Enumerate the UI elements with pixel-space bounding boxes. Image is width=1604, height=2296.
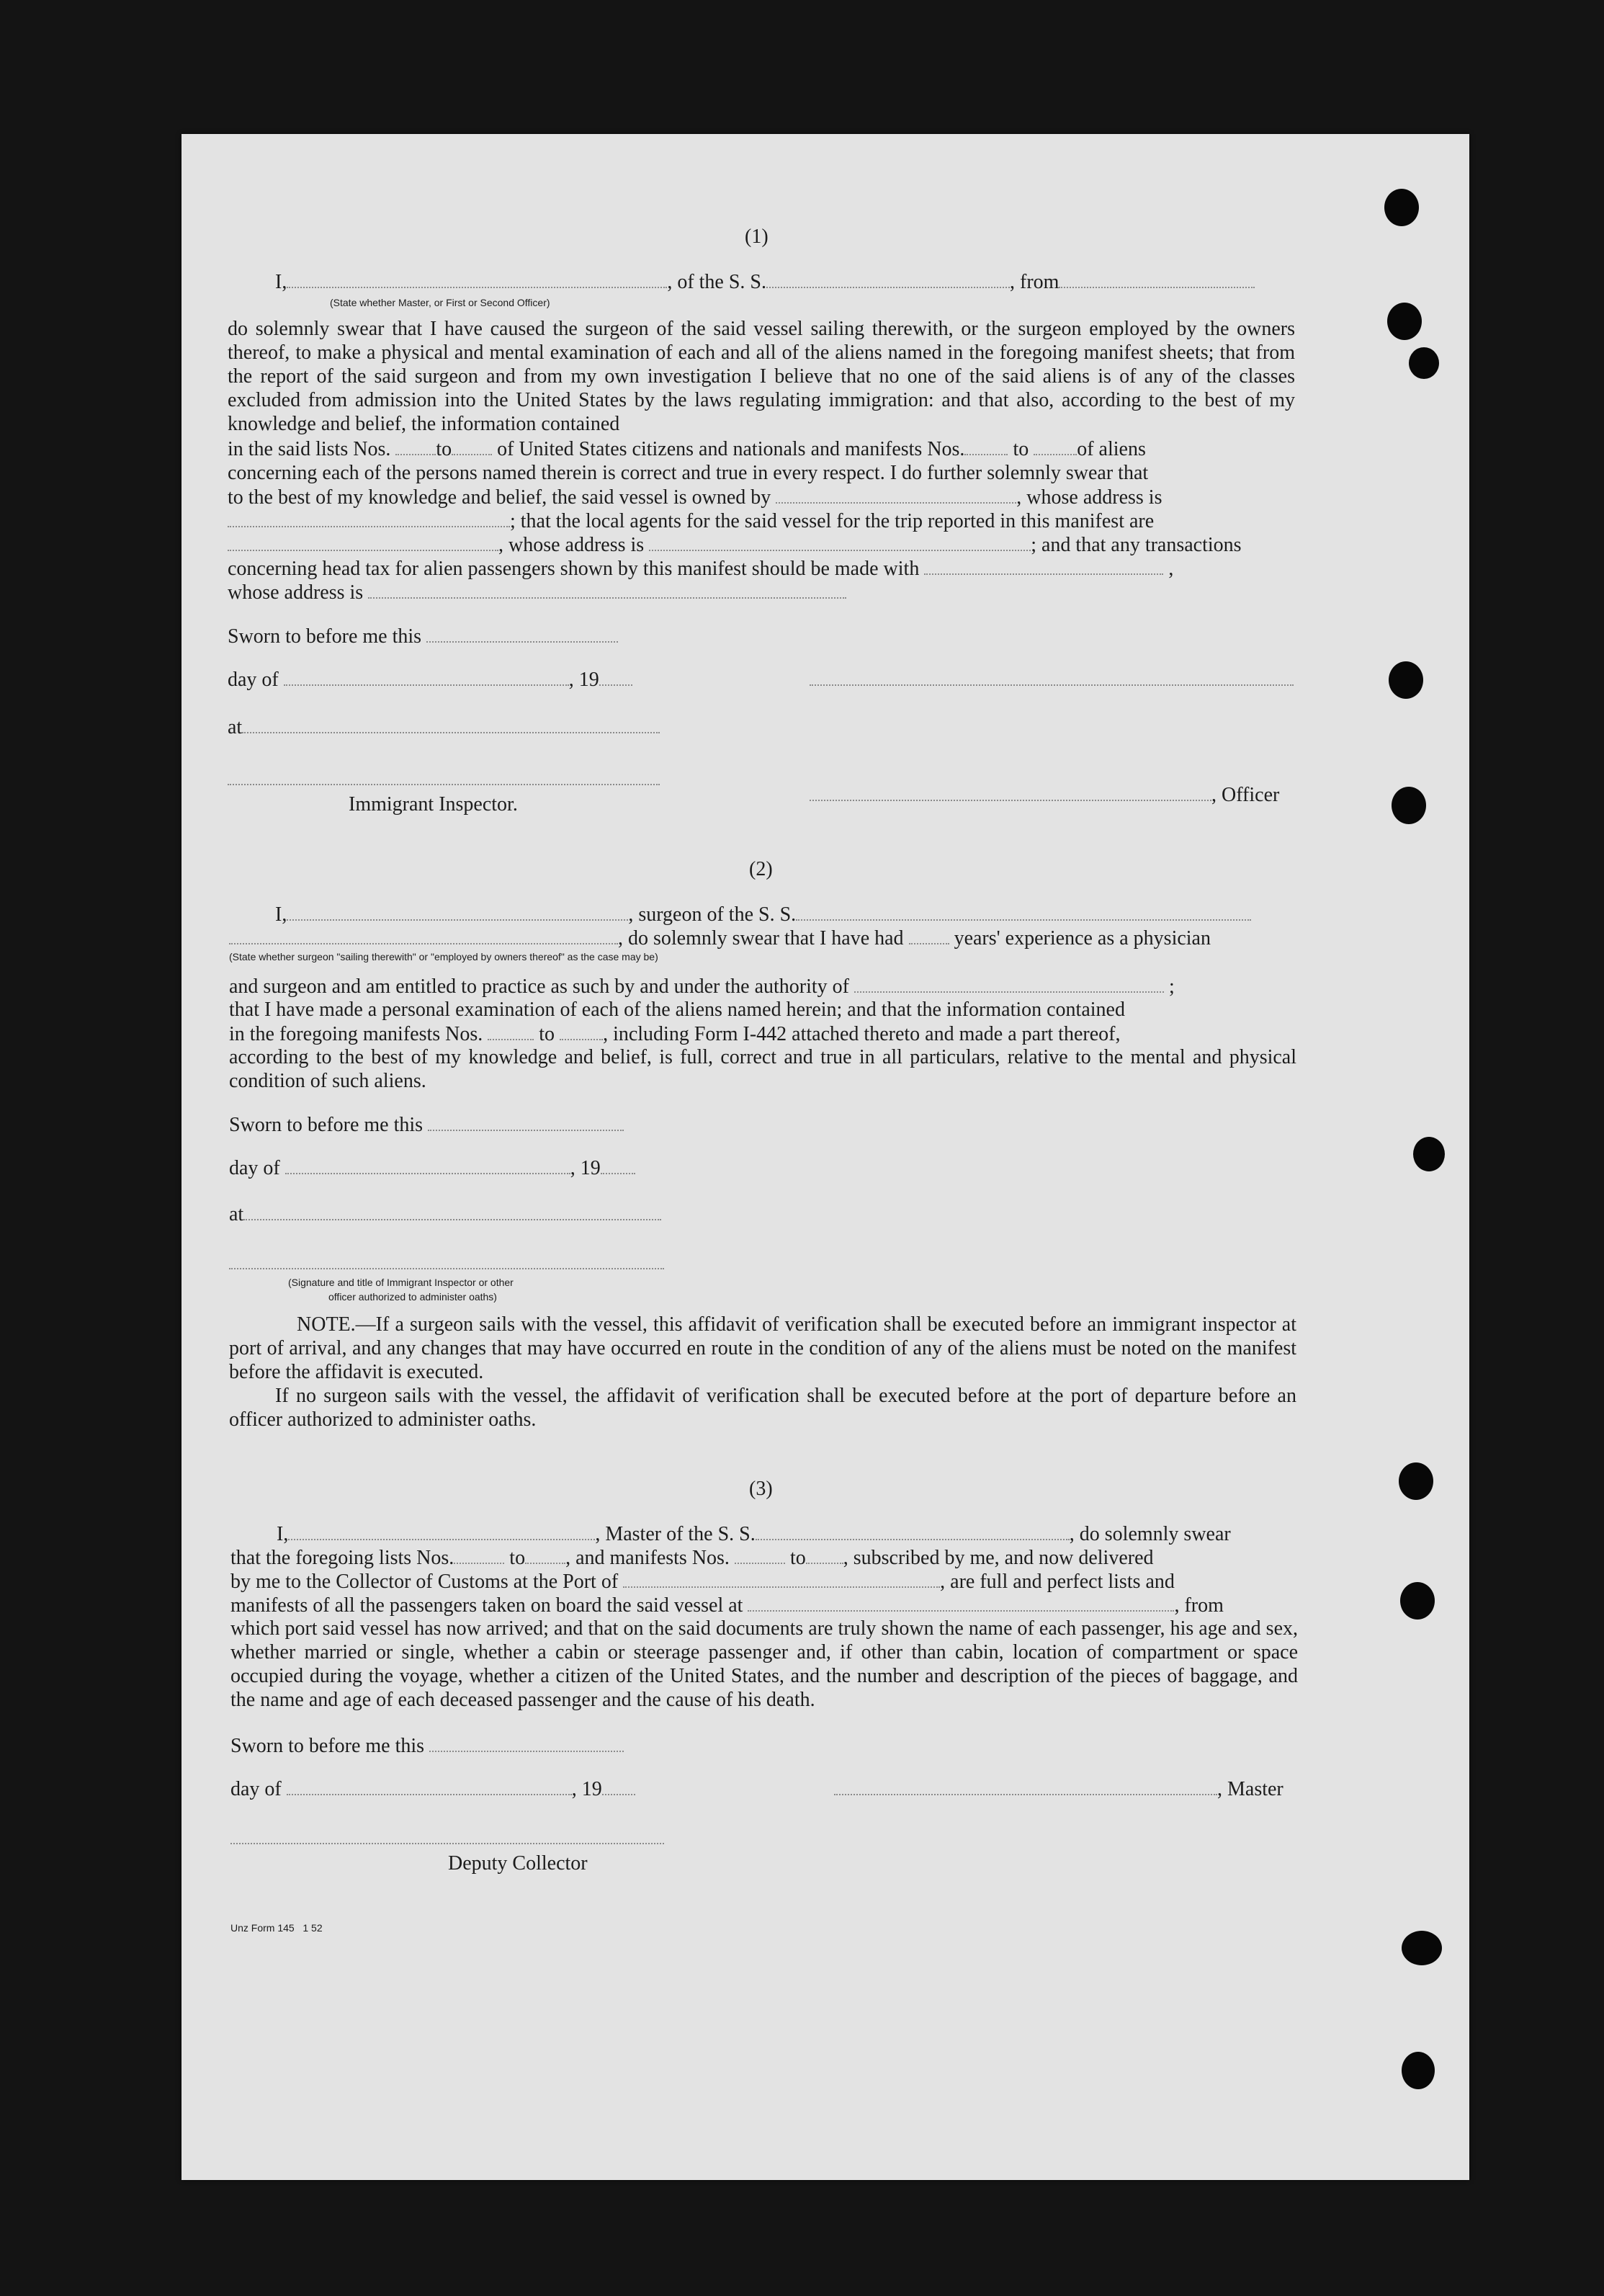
s2-line-2 — [229, 926, 1211, 950]
blank-s3-man-to[interactable] — [806, 1545, 843, 1564]
s2-i-label: I, — [275, 903, 287, 926]
section-3-number: (3) — [749, 1478, 773, 1500]
s1-at — [228, 715, 660, 739]
s2-dayof — [229, 1156, 635, 1180]
s2-exam: that I have made a personal examination of each of the aliens named herein; and that the information contained — [229, 999, 1125, 1021]
blank-s3-list-to[interactable] — [525, 1545, 565, 1564]
punch-hole — [1402, 2052, 1435, 2089]
s1-dayof — [228, 667, 632, 692]
s3-lists-d: to — [789, 1547, 806, 1569]
s1-lists-c: of United States citizens and nationals and manifests Nos. — [497, 438, 965, 460]
blank-agents-address[interactable] — [649, 532, 1031, 551]
s3-dayof-label: day of — [230, 1778, 282, 1800]
s1-line-1 — [275, 269, 1255, 294]
blank-surgeon-type[interactable] — [229, 926, 618, 944]
blank-s3-list-from[interactable] — [454, 1545, 504, 1564]
s1-sworn-label: Sworn to before me this — [228, 625, 422, 648]
blank-headtax-party[interactable] — [924, 556, 1163, 575]
punch-hole — [1384, 189, 1419, 226]
blank-surgeon-name[interactable] — [287, 902, 628, 921]
s1-owned-a: to the best of my knowledge and belief, the said vessel is owned by — [228, 486, 771, 509]
s1-body-1: do solemnly swear that I have caused the surgeon of the said vessel sailing therewith, or the surgeon employed by the owners thereof, to make a physical and mental examination of each and all of the aliens named in the foregoing manifest sheets; that from the report of the said surgeon and from my own investigation I believe that no one of the said aliens is of any of the classes excluded from admission into the United States by the laws regulating immigration: and that also, according to the best of my knowledge and belief, the information contained — [228, 318, 1295, 435]
blank-s1-place[interactable] — [242, 715, 660, 733]
blank-s2-from[interactable] — [488, 1022, 534, 1040]
blank-s2-sworn-day[interactable] — [428, 1112, 624, 1131]
punch-hole — [1399, 1462, 1433, 1500]
s1-addr-b: ; and that any transactions — [1031, 534, 1242, 556]
s3-lists-e: , subscribed by me, and now delivered — [843, 1547, 1154, 1569]
section-1-number: (1) — [745, 225, 769, 248]
s2-swear-label: , do solemnly swear that I have had — [618, 927, 904, 950]
punch-hole — [1402, 1931, 1442, 1965]
s2-body-3: according to the best of my knowledge and belief, is full, correct and true in all particulars, relative to the mental and physical condition of such aliens. — [229, 1046, 1296, 1092]
blank-owner-address[interactable] — [228, 509, 510, 527]
blank-vessel-name[interactable] — [766, 269, 1010, 288]
s3-body: which port said vessel has now arrived; and that on the said documents are truly shown the name of each passenger, his age and sex, whether married or single, whether a cabin or steerage passenger and, if other than cabin, location of compartment or space occupied during the voyage, whether a citizen of the United States, and the number and description of the pieces of baggage, and the name and age of each deceased passenger and the cause of his death. — [230, 1617, 1298, 1711]
blank-s1-sworn-day[interactable] — [426, 624, 618, 643]
s2-line-1 — [275, 902, 1251, 926]
blank-s3-port[interactable] — [623, 1569, 940, 1588]
s1-headtax-line — [228, 556, 1173, 581]
blank-manifest-to[interactable] — [1034, 437, 1077, 455]
blank-manifest-from[interactable] — [964, 437, 1008, 455]
punch-hole — [1400, 1582, 1435, 1620]
blank-owner[interactable] — [776, 485, 1016, 504]
s1-whose: whose address is — [228, 581, 364, 604]
s3-sworn — [230, 1733, 624, 1758]
blank-s2-vessel[interactable] — [796, 902, 1251, 921]
s3-lists-b: to — [509, 1547, 526, 1569]
s2-man-a: in the foregoing manifests Nos. — [229, 1023, 483, 1045]
s3-deputy-label: Deputy Collector — [448, 1852, 588, 1875]
blank-s2-year[interactable] — [601, 1156, 635, 1174]
s3-line-3 — [230, 1569, 1175, 1594]
s2-years-label: years' experience as a physician — [954, 927, 1211, 950]
blank-s3-month[interactable] — [287, 1777, 572, 1795]
s1-i-label: I, — [275, 271, 287, 293]
s1-agents-line — [228, 509, 1154, 533]
s1-headtax: concerning head tax for alien passengers shown by this manifest should be made with — [228, 558, 920, 580]
punch-hole — [1389, 661, 1423, 699]
blank-officer-signature[interactable] — [810, 782, 1211, 801]
punch-hole — [1392, 787, 1426, 824]
s2-sworn-label: Sworn to before me this — [229, 1114, 424, 1136]
blank-s3-year[interactable] — [602, 1777, 635, 1795]
s2-sig-note-1: (Signature and title of Immigrant Inspector or other — [288, 1277, 514, 1288]
s2-man-b: to — [539, 1023, 555, 1045]
s2-note-1: NOTE.—If a surgeon sails with the vessel, this affidavit of verification shall be executed before an immigrant inspector at port of arrival, and any changes that may have occurred en route in the condition of any of the aliens must be noted on the manifest before the affidavit is executed. — [229, 1313, 1296, 1383]
blank-authority[interactable] — [854, 974, 1164, 993]
s2-year-label: , 19 — [570, 1157, 601, 1179]
s2-sig-note-2: officer authorized to administer oaths) — [328, 1291, 497, 1303]
s1-lists-e: of aliens — [1077, 438, 1146, 460]
s2-surgeon-label: , surgeon of the S. S. — [628, 903, 797, 926]
note-master: (State whether Master, or First or Second Officer) — [330, 297, 550, 308]
blank-s2-to[interactable] — [560, 1022, 603, 1040]
blank-headtax-address[interactable] — [368, 580, 846, 599]
s3-lists-c: , and manifests Nos. — [565, 1547, 730, 1569]
blank-list-from[interactable] — [395, 437, 436, 455]
s2-authority-label: and surgeon and am entitled to practice as such by and under the authority of — [229, 975, 849, 998]
s1-ss-label: , of the S. S. — [667, 271, 767, 293]
s3-from-label: , from — [1174, 1594, 1224, 1617]
s3-port-label: by me to the Collector of Customs at the Port of — [230, 1571, 619, 1593]
s2-manifest-line — [229, 1022, 1120, 1046]
s1-year-label: , 19 — [568, 669, 599, 691]
s1-at-label: at — [228, 716, 243, 738]
s3-deputy-sign-line[interactable] — [230, 1826, 664, 1850]
s1-dayof-label: day of — [228, 669, 279, 691]
s1-sworn — [228, 624, 618, 648]
s1-owned-b: , whose address is — [1016, 486, 1162, 509]
s1-addr-a: , whose address is — [498, 534, 645, 556]
s1-inspector-sign-line[interactable] — [228, 767, 660, 791]
s2-at-label: at — [229, 1203, 244, 1225]
s3-i-label: I, — [277, 1523, 289, 1545]
s2-man-c: , including Form I-442 attached thereto and made a part thereof, — [603, 1023, 1121, 1045]
s1-lists-a: in the said lists Nos. — [228, 438, 391, 460]
blank-master-signature[interactable] — [834, 1777, 1217, 1795]
s2-sworn — [229, 1112, 624, 1137]
section-2-number: (2) — [749, 858, 773, 880]
blank-agents[interactable] — [228, 532, 498, 551]
punch-hole — [1409, 347, 1439, 379]
s1-signature-line-right[interactable] — [810, 667, 1294, 692]
s3-sworn-label: Sworn to before me this — [230, 1735, 425, 1757]
s1-agents: ; that the local agents for the said vessel for the trip reported in this manifest are — [510, 510, 1155, 532]
s2-dayof-label: day of — [229, 1157, 280, 1179]
blank-s1-month[interactable] — [284, 667, 569, 686]
s1-headtax-comma: , — [1168, 558, 1174, 580]
s1-officer-label: , Officer — [1211, 784, 1280, 806]
s1-inspector-label: Immigrant Inspector. — [349, 793, 518, 816]
s3-master-sign-label: , Master — [1217, 1778, 1283, 1800]
s3-dayof — [230, 1777, 635, 1801]
blank-list-to[interactable] — [452, 437, 492, 455]
blank-master-name[interactable] — [288, 1522, 595, 1540]
s3-full-label: , are full and perfect lists and — [940, 1571, 1175, 1593]
blank-years[interactable] — [909, 926, 949, 944]
s1-lists-b: to — [436, 438, 452, 460]
blank-s2-place[interactable] — [243, 1202, 661, 1220]
note-surgeon: (State whether surgeon "sailing therewith" or "employed by owners thereof" as the case may be) — [229, 951, 658, 962]
s2-signature-line[interactable] — [229, 1251, 664, 1275]
s1-owned-line — [228, 485, 1162, 509]
blank-s3-vessel[interactable] — [756, 1522, 1070, 1540]
s2-note-2: If no surgeon sails with the vessel, the affidavit of verification shall be executed before at the port of departure before an officer authorized to administer oaths. — [229, 1385, 1296, 1431]
blank-s2-month[interactable] — [285, 1156, 570, 1174]
s3-line-1 — [277, 1522, 1231, 1546]
s1-whose-line — [228, 580, 846, 604]
blank-s3-man-from[interactable] — [735, 1545, 785, 1564]
s1-lists-line — [228, 437, 1146, 461]
punch-hole — [1413, 1137, 1445, 1171]
s1-officer-line — [810, 782, 1279, 807]
s2-authority-semicolon: ; — [1169, 975, 1175, 998]
s2-at — [229, 1202, 661, 1226]
s1-lists-d: to — [1013, 438, 1029, 460]
form-number: Unz Form 145 1 52 — [230, 1922, 323, 1934]
s3-master-label: , Master of the S. S. — [595, 1523, 756, 1545]
s3-year-label: , 19 — [571, 1778, 602, 1800]
s3-line-4 — [230, 1593, 1224, 1617]
s3-lists-a: that the foregoing lists Nos. — [230, 1547, 454, 1569]
s3-at-label: manifests of all the passengers taken on board the said vessel at — [230, 1594, 743, 1617]
s3-line-2 — [230, 1545, 1154, 1570]
punch-hole — [1387, 303, 1422, 340]
blank-officer-name[interactable] — [287, 269, 667, 288]
blank-s1-year[interactable] — [599, 667, 632, 686]
blank-s3-sworn-day[interactable] — [429, 1733, 624, 1752]
s3-master-line — [834, 1777, 1283, 1801]
s3-swear-label: , do solemnly swear — [1069, 1523, 1231, 1545]
s1-body-2: concerning each of the persons named therein is correct and true in every respect. I do further solemnly swear that — [228, 462, 1149, 484]
s2-authority-line — [229, 974, 1175, 999]
blank-s3-boarding-port[interactable] — [748, 1593, 1174, 1612]
blank-from-port[interactable] — [1059, 269, 1255, 288]
s1-from-label: , from — [1010, 271, 1059, 293]
s1-addr-line — [228, 532, 1242, 557]
